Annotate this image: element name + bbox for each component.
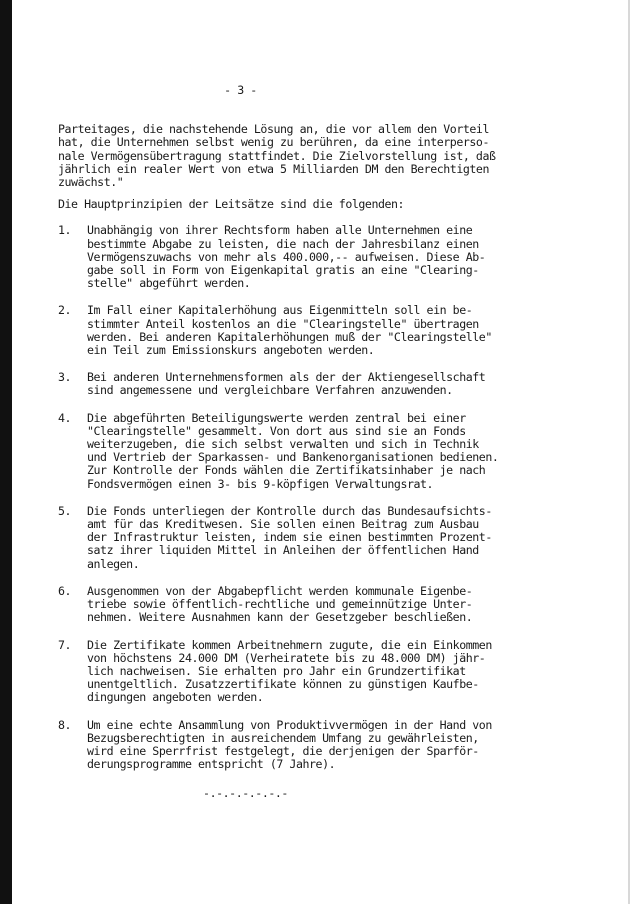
list-item-line: Fondsvermögen einen 3- bis 9-köpfigen Verwaltungsrat. bbox=[87, 476, 434, 491]
list-item-line: amt für das Kreditwesen. Sie sollen einen Beitrag zum Ausbau bbox=[87, 517, 479, 532]
intro-line: jährlich ein realer Wert von etwa 5 Milliarden DM den Berechtigten bbox=[58, 161, 489, 176]
list-item-number: 2. bbox=[58, 303, 72, 318]
scan-edge-left bbox=[0, 0, 12, 904]
list-item-text bbox=[87, 505, 618, 571]
list-item bbox=[58, 585, 618, 625]
list-item bbox=[58, 719, 618, 772]
list-item-number: 7. bbox=[58, 637, 72, 652]
list-item-line: Die Zertifikate kommen Arbeitnehmern zugute, die ein Einkommen bbox=[87, 637, 492, 652]
intro-paragraph bbox=[58, 123, 618, 189]
list-item-line: Im Fall einer Kapitalerhöhung aus Eigenmitteln soll ein be- bbox=[87, 303, 473, 318]
list-item-text bbox=[87, 639, 618, 705]
list-item-number: 1. bbox=[58, 223, 72, 238]
list-item bbox=[58, 505, 618, 571]
list-item-line: dingungen angeboten werden. bbox=[87, 690, 264, 705]
list-item-line: sind angemessene und vergleichbare Verfahren anzuwenden. bbox=[87, 383, 453, 398]
list-item-line: stimmter Anteil kostenlos an die "Clearingstelle" übertragen bbox=[87, 316, 479, 331]
list-item bbox=[58, 304, 618, 357]
list-item-line: stelle" abgeführt werden. bbox=[87, 276, 251, 291]
list-item-line: der Infrastruktur leisten, indem sie einen bestimmten Prozent- bbox=[87, 530, 492, 545]
list-item bbox=[58, 224, 618, 290]
list-item-line: wird eine Sperrfrist festgelegt, die derjenigen der Sparför- bbox=[87, 743, 479, 758]
list-item-line: von höchstens 24.000 DM (Verheiratete bis zu 48.000 DM) jähr- bbox=[87, 650, 486, 665]
intro-line: Parteitages, die nachstehende Lösung an, die vor allem den Vorteil bbox=[58, 122, 489, 137]
section-heading: Die Hauptprinzipien der Leitsätze sind die folgenden: bbox=[58, 197, 405, 212]
document-page bbox=[58, 84, 618, 801]
list-item-text bbox=[87, 412, 618, 491]
list-item bbox=[58, 371, 618, 397]
list-item-text bbox=[87, 304, 618, 357]
list-item-line: Vermögenszuwachs von mehr als 400.000,-- aufweisen. Diese Ab- bbox=[87, 249, 486, 264]
list-item-line: gabe soll in Form von Eigenkapital gratis an eine "Clearing- bbox=[87, 263, 479, 278]
list-item-line: und Vertrieb der Sparkassen- und Bankenorganisationen bedienen. bbox=[87, 450, 499, 465]
list-item-number: 3. bbox=[58, 370, 72, 385]
list-item-line: Unabhängig von ihrer Rechtsform haben alle Unternehmen eine bbox=[87, 223, 473, 238]
list-item-line: nehmen. Weitere Ausnahmen kann der Gesetzgeber beschließen. bbox=[87, 610, 473, 625]
page-number: - 3 - bbox=[224, 83, 257, 97]
list-item-line: Zur Kontrolle der Fonds wählen die Zertifikatsinhaber je nach bbox=[87, 463, 486, 478]
list-item-line: Die Fonds unterliegen der Kontrolle durch das Bundesaufsichts- bbox=[87, 503, 492, 518]
list-item-line: Bei anderen Unternehmensformen als der der Aktiengesellschaft bbox=[87, 370, 486, 385]
list-item-line: triebe sowie öffentlich-rechtliche und gemeinnützige Unter- bbox=[87, 597, 473, 612]
list-item-line: bestimmte Abgabe zu leisten, die nach der Jahresbilanz einen bbox=[87, 236, 479, 251]
list-item-number: 5. bbox=[58, 503, 72, 518]
list-item-number: 4. bbox=[58, 410, 72, 425]
list-item-line: Die abgeführten Beteiligungswerte werden zentral bei einer bbox=[87, 410, 466, 425]
list-item-line: derungsprogramme entspricht (7 Jahre). bbox=[87, 757, 336, 772]
list-item-text bbox=[87, 719, 618, 772]
list-item-line: anlegen. bbox=[87, 556, 140, 571]
intro-line: nale Vermögensübertragung stattfindet. Die Zielvorstellung ist, daß bbox=[58, 148, 496, 163]
list-item bbox=[58, 412, 618, 491]
list-item-line: weiterzugeben, die sich selbst verwalten und sich in Technik bbox=[87, 437, 479, 452]
intro-line: zuwächst." bbox=[58, 175, 124, 190]
intro-line: hat, die Unternehmen selbst wenig zu berühren, da eine interperso- bbox=[58, 135, 489, 150]
list-item-number: 8. bbox=[58, 717, 72, 732]
list-item-text bbox=[87, 224, 618, 290]
list-item-line: Bezugsberechtigten in ausreichendem Umfang zu gewährleisten, bbox=[87, 730, 479, 745]
principles-list bbox=[58, 224, 618, 771]
list-item-line: unentgeltlich. Zusatzzertifikate können zu günstigen Kaufbe- bbox=[87, 677, 479, 692]
list-item-text bbox=[87, 371, 618, 397]
list-item-line: Ausgenommen von der Abgabepflicht werden kommunale Eigenbe- bbox=[87, 583, 473, 598]
list-item bbox=[58, 639, 618, 705]
list-item-line: ein Teil zum Emissionskurs angeboten werden. bbox=[87, 343, 375, 358]
list-item-line: Um eine echte Ansammlung von Produktivvermögen in der Hand von bbox=[87, 717, 492, 732]
list-item-line: lich nachweisen. Sie erhalten pro Jahr ein Grundzertifikat bbox=[87, 663, 466, 678]
list-item-number: 6. bbox=[58, 583, 72, 598]
list-item-line: "Clearingstelle" gesammelt. Von dort aus sind sie an Fonds bbox=[87, 423, 466, 438]
list-item-line: werden. Bei anderen Kapitalerhöhungen muß der "Clearingstelle" bbox=[87, 329, 492, 344]
closing-rule: -.-.-.-.-.-.- bbox=[203, 786, 288, 801]
list-item-text bbox=[87, 585, 618, 625]
list-item-line: satz ihrer liquiden Mittel in Anleihen der öffentlichen Hand bbox=[87, 543, 479, 558]
